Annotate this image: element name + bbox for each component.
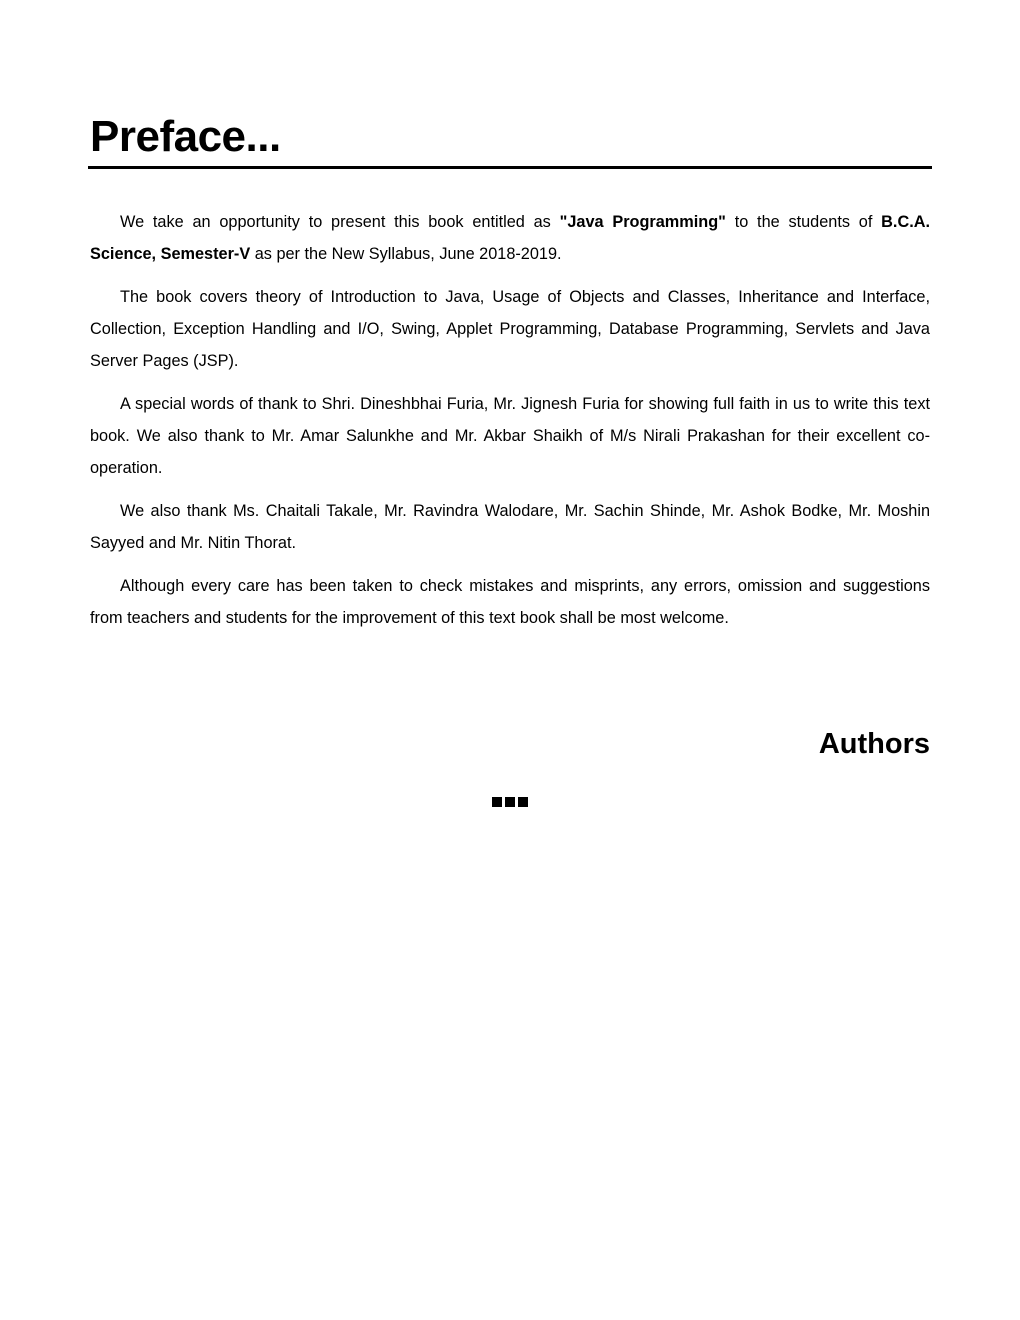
square-icon xyxy=(492,797,502,807)
preface-body xyxy=(90,206,930,645)
text: as per the New Syllabus, June 2018-2019. xyxy=(250,245,562,263)
text: to the students of xyxy=(725,213,882,231)
paragraph-thanks: A special words of thank to Shri. Dineshbhai Furia, Mr. Jignesh Furia for showing full faith in us to write this text book. We also thank to Mr. Amar Salunkhe and Mr. Akbar Shaikh of M/s Nirali Prakashan for their excellent co-operation. xyxy=(90,395,930,477)
square-icon xyxy=(518,797,528,807)
end-ornament xyxy=(492,797,528,807)
square-icon xyxy=(505,797,515,807)
book-title: "Java Programming" xyxy=(559,213,726,231)
course-name: B.C.A. Science, Semester-V xyxy=(90,213,930,263)
page-title: Preface... xyxy=(90,112,281,161)
paragraph-intro xyxy=(90,206,930,270)
title-underline xyxy=(88,166,932,169)
signature-authors: Authors xyxy=(818,728,930,760)
paragraph-thanks-more: We also thank Ms. Chaitali Takale, Mr. Ravindra Walodare, Mr. Sachin Shinde, Mr. Ashok Bodke, Mr. Moshin Sayyed and Mr. Nitin Thorat. xyxy=(90,502,930,552)
paragraph-errors: Although every care has been taken to check mistakes and misprints, any errors, omission and suggestions from teachers and students for the improvement of this text book shall be most welcome. xyxy=(90,577,930,627)
text: We take an opportunity to present this book entitled as xyxy=(120,213,560,231)
paragraph-contents: The book covers theory of Introduction to Java, Usage of Objects and Classes, Inheritance and Interface, Collection, Exception Handling and I/O, Swing, Applet Programming, Database Programming, Servlets and Java Server Pages (JSP). xyxy=(90,288,930,370)
